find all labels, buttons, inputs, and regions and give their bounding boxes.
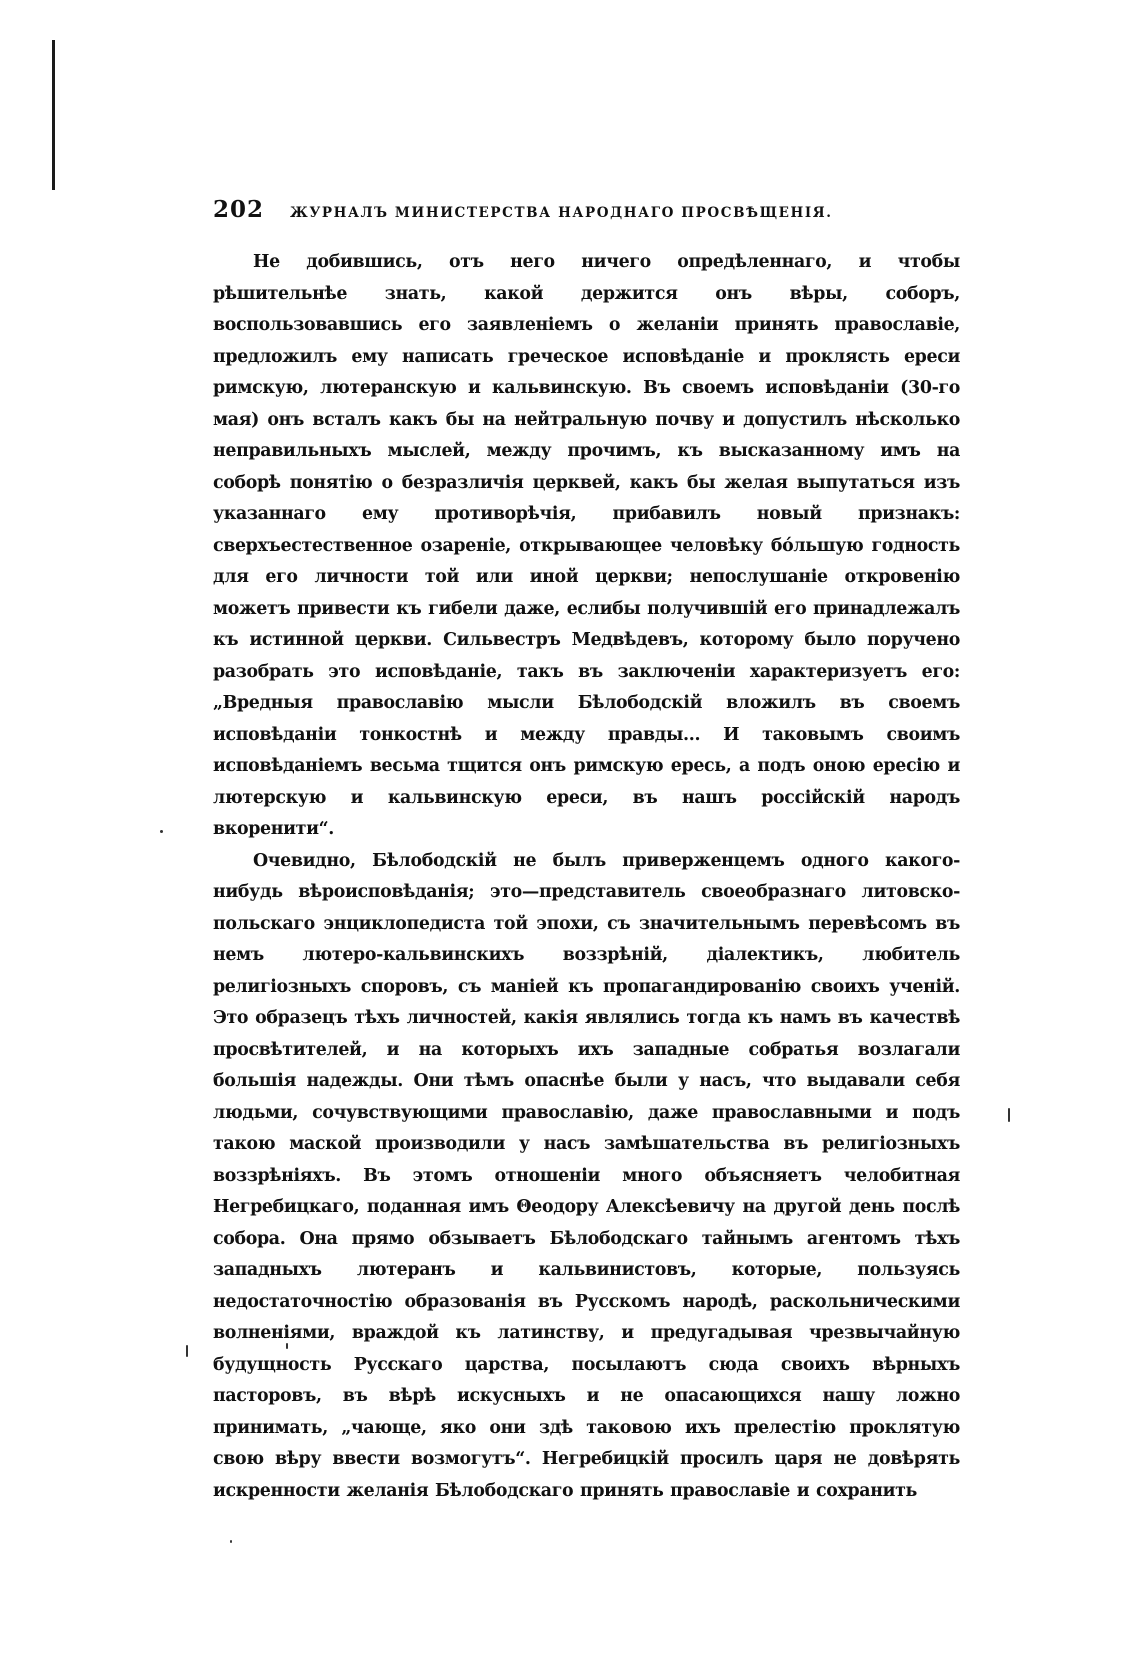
page-number: 202 — [213, 196, 265, 223]
journal-title: ЖУРНАЛЪ МИНИСТЕРСТВА НАРОДНАГО ПРОСВѢЩЕНІЯ. — [290, 205, 833, 221]
scan-speck — [286, 1343, 288, 1349]
book-page — [213, 196, 960, 1507]
paragraph-2: Очевидно, Бѣлободскій не былъ приверженцемъ одного какого-нибудь вѣроисповѣданія; это—представитель своеобразнаго литовско-польскаго энциклопедиста той эпохи, съ значительнымъ перевѣсомъ въ немъ лютеро-кальвинскихъ воззрѣній, діалектикъ, любитель религіозныхъ споровъ, съ маніей къ пропагандированію своихъ ученій. Это образецъ тѣхъ личностей, какія являлись тогда къ намъ въ качествѣ просвѣтителей, и на которыхъ ихъ западные собратья возлагали большія надежды. Они тѣмъ опаснѣе были у насъ, что выдавали себя людьми, сочувствующими православію, даже православными и подъ такою маской производили у насъ замѣшательства въ религіозныхъ воззрѣніяхъ. Въ этомъ отношеніи много объясняетъ челобитная Негребицкаго, поданная имъ Θеодору Алексѣевичу на другой день послѣ собора. Она прямо обзываетъ Бѣлободскаго тайнымъ агентомъ тѣхъ западныхъ лютеранъ и кальвинистовъ, которые, пользуясь недостаточностію образованія въ Русскомъ народѣ, раскольническими волненіями, враждой къ латинству, и предугадывая чрезвычайную будущность Русскаго царства, посылаютъ сюда своихъ вѣрныхъ пасторовъ, въ вѣрѣ искусныхъ и не опасающихся нашу ложно принимать, „чающе, яко они здѣ таковою ихъ прелестію проклятую свою вѣру ввести возмогутъ“. Негребицкій просилъ царя не довѣрять искренности желанія Бѣлободскаго принять православіе и сохранить — [213, 850, 960, 1501]
scan-speck — [186, 1345, 188, 1357]
running-head — [213, 196, 960, 223]
scan-speck — [160, 830, 163, 833]
paragraph-1: Не добившись, отъ него ничего опредѣленнаго, и чтобы рѣшительнѣе знать, какой держится онъ вѣры, соборъ, воспользовавшись его заявленіемъ о желаніи принять православіе, предложилъ ему написать греческое исповѣданіе и проклясть ереси римскую, лютеранскую и кальвинскую. Въ своемъ исповѣданіи (30-го мая) онъ всталъ какъ бы на нейтральную почву и допустилъ нѣсколько неправильныхъ мыслей, между прочимъ, къ высказанному имъ на соборѣ понятію о безразличія церквей, какъ бы желая выпутаться изъ указаннаго ему противорѣчія, прибавилъ новый признакъ: сверхъестественное озареніе, открывающее человѣку бо́льшую годность для его личности той или иной церкви; непослушаніе откровенію можетъ привести къ гибели даже, еслибы получившій его принадлежалъ къ истинной церкви. Сильвестръ Медвѣдевъ, которому было поручено разобрать это исповѣданіе, такъ въ заключеніи характеризуетъ его: „Вредныя православію мысли Бѣлободскій вложилъ въ своемъ исповѣданіи тонкостнѣ и между правды... И таковымъ своимъ исповѣданіемъ весьма тщится онъ римскую ересь, а подъ оною ересію и лютерскую и кальвинскую ереси, въ нашъ россійскій народъ вкоренити“. — [213, 252, 960, 839]
scan-speck — [230, 1540, 232, 1543]
scan-edge-rule — [52, 40, 55, 190]
body-text — [213, 247, 960, 1507]
scan-speck — [1008, 1108, 1010, 1122]
